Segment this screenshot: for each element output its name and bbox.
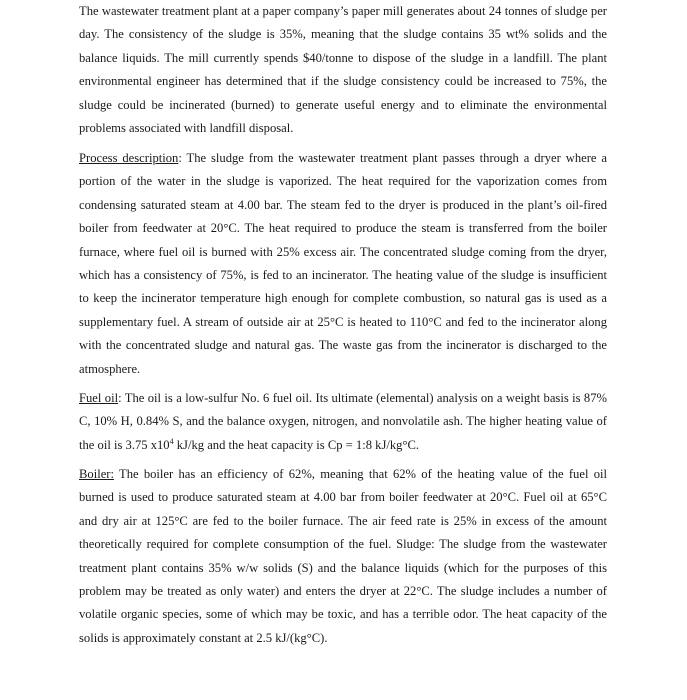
fuel-oil-text-end: kJ/kg and the heat capacity is Cp = 1:8 kJ/kg°C.	[173, 437, 420, 452]
heating-value-exponent: 4	[169, 436, 174, 446]
intro-paragraph	[79, 0, 607, 140]
boiler-heading: Boiler:	[79, 467, 114, 481]
fuel-oil-heading: Fuel oil	[79, 391, 119, 405]
fuel-oil-text: : The oil is a low-sulfur No. 6 fuel oil. Its ultimate (elemental) analysis on a weight basis is 87% C, 10% H, 0.84% S, and the balance oxygen, nitrogen, and nonvolatile ash. The higher heating value of the oil is 3.75 x10	[79, 391, 607, 452]
process-description-text: : The sludge from the wastewater treatment plant passes through a dryer where a portion of the water in the sludge is vaporized. The heat required for the vaporization comes from condensing saturated steam at 4.00 bar. The steam fed to the dryer is produced in the plant’s oil-fired boiler from feedwater at 20°C. The heat required to produce the steam is transferred from the boiler furnace, where fuel oil is burned with 25% excess air. The concentrated sludge coming from the dryer, which has a consistency of 75%, is fed to an incinerator. The heating value of the sludge is insufficient to keep the incinerator temperature high enough for complete combustion, so natural gas is used as a supplementary fuel. A stream of outside air at 25°C is heated to 110°C and fed to the incinerator along with the concentrated sludge and natural gas. The waste gas from the incinerator is discharged to the atmosphere.	[79, 151, 607, 376]
fuel-oil-paragraph	[79, 387, 607, 457]
boiler-text: The boiler has an efficiency of 62%, meaning that 62% of the heating value of the fuel oil burned is used to produce saturated steam at 4.00 bar from boiler feedwater at 20°C. Fuel oil at 65°C and dry air at 125°C are fed to the boiler furnace. The air feed rate is 25% in excess of the amount theoretically required for complete consumption of the fuel. Sludge: The sludge from the wastewater treatment plant contains 35% w/w solids (S) and the balance liquids (which for the purposes of this problem may be treated as only water) and enters the dryer at 22°C. The sludge includes a number of volatile organic species, some of which may be toxic, and has a terrible odor. The heat capacity of the solids is approximately constant at 2.5 kJ/(kg°C).	[79, 467, 607, 645]
process-description-heading: Process description	[79, 151, 179, 165]
process-description-paragraph	[79, 147, 607, 381]
intro-text: The wastewater treatment plant at a paper company’s paper mill generates about 24 tonnes of sludge per day. The consistency of the sludge is 35%, meaning that the sludge contains 35 wt% solids and the balance liquids. The mill currently spends $40/tonne to dispose of the sludge in a landfill. The plant environmental engineer has determined that if the sludge consistency could be increased to 75%, the sludge could be incinerated (burned) to generate useful energy and to eliminate the environmental problems associated with landfill disposal.	[79, 4, 607, 136]
boiler-paragraph	[79, 463, 607, 650]
